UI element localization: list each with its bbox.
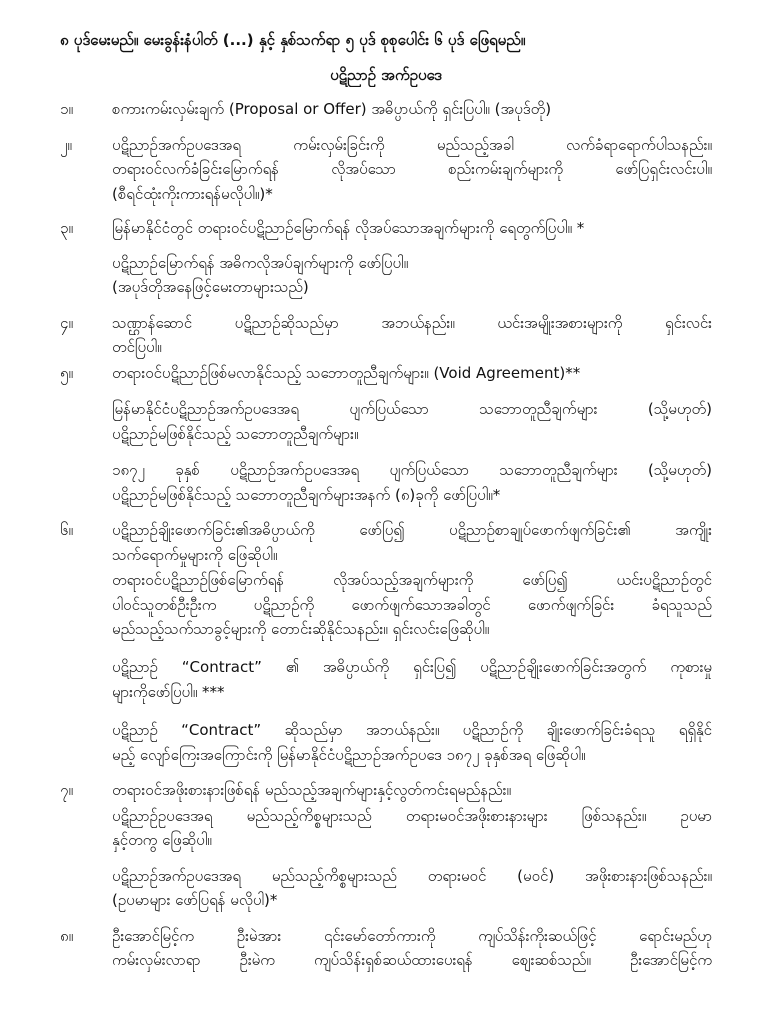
question-text-line: (ဥပမာများ ဖော်ပြရန် မလိုပါ)*	[112, 891, 278, 909]
question-item-8	[60, 924, 712, 973]
question-paragraph	[112, 251, 712, 300]
question-paragraph	[112, 133, 712, 207]
question-text-line: သဏ္ဌာန်ဆောင် ပဋိညာဉ်ဆိုသည်မှာ အဘယ်နည်း။ ယင်းအမျိုးအစားများကို ရှင်းလင်း	[112, 313, 712, 332]
question-paragraph	[112, 97, 712, 122]
question-body	[112, 361, 712, 508]
question-text-line: (စီရင်ထုံးကိုးကားရန်မလိုပါ။)*	[112, 184, 273, 203]
question-item-6	[60, 518, 712, 767]
question-body	[112, 133, 712, 207]
question-text-line: ပဋိညာဉ် “Contract” ဆိုသည်မှာ အဘယ်နည်း။ ပဋိညာဉ်ကို ချိုးဖောက်ခြင်းခံရသူ ရရှိနိုင်	[112, 721, 712, 739]
question-item-5	[60, 361, 712, 508]
question-paragraph	[112, 361, 712, 386]
question-text-line: (အပုဒ်တိုအနေဖြင့်မေးတာများသည်)	[112, 278, 309, 296]
question-body	[112, 778, 712, 913]
question-text-line: မြန်မာနိုင်ငံတွင် တရားဝင်ပဋိညာဉ်မြောက်ရန် လိုအပ်သောအချက်များကို ရေတွက်ပြပါ။ *	[112, 219, 585, 237]
question-text-line: ပဋိညာဉ်မြောက်ရန် အဓိကလိုအပ်ချက်များကို ဖော်ပြပါ။	[112, 253, 409, 272]
question-body	[112, 97, 712, 122]
question-number: ၈။	[60, 926, 74, 945]
question-number: ၃။	[60, 219, 73, 237]
question-paragraph	[112, 311, 712, 360]
question-text-line: သက်ရောက်မှုများကို ဖြေဆိုပါ။	[112, 545, 278, 564]
question-text-line: တင်ပြပါ။	[112, 338, 162, 356]
question-paragraph	[112, 718, 712, 767]
question-number: ၇။	[60, 781, 73, 799]
question-body	[112, 216, 712, 300]
question-text-line: တရားဝင်ပဋိညာဉ်ဖြစ်မလာနိုင်သည့် သဘောတူညီချက်များ။ (Void Agreement)**	[112, 363, 581, 382]
question-number: ၆။	[60, 521, 73, 539]
question-text-line: မြန်မာနိုင်ငံပဋိညာဉ်အက်ဥပဒေအရ ပျက်ပြယ်သော သဘောတူညီချက်များ (သို့မဟုတ်)	[112, 400, 712, 418]
question-text-line: ပဋိညာဉ်မဖြစ်နိုင်သည့် သဘောတူညီချက်များ။	[112, 424, 359, 443]
question-paragraph	[112, 568, 712, 642]
question-paragraph	[112, 864, 712, 913]
question-text-line: ပဋိညာဉ်အက်ဥပဒေအရ မည်သည့်ကိစ္စများသည် တရားမဝင် (မဝင်) အဖိုးစားနားဖြစ်သနည်း။	[112, 866, 712, 885]
exam-instruction: ၈ ပုဒ်မေးမည်။ မေးခွန်းနံပါတ် (...) နှင့် နှစ်သက်ရာ ၅ ပုဒ် စုစုပေါင်း ၆ ပုဒ် ဖြေရမည်။	[60, 31, 526, 49]
question-paragraph	[112, 655, 712, 704]
question-text-line: ပဋိညာဉ်ချိုးဖောက်ခြင်း၏အဓိပ္ပာယ်ကို ဖော်ပြ၍ ပဋိညာဉ်စာချုပ်ဖောက်ဖျက်ခြင်း၏ အကျိုး	[112, 521, 712, 539]
question-text-line: တရားဝင်ပဋိညာဉ်ဖြစ်မြောက်ရန် လိုအပ်သည့်အချက်များကို ဖော်ပြ၍ ယင်းပဋိညာဉ်တွင်	[112, 571, 712, 589]
question-item-1	[60, 97, 712, 122]
question-paragraph	[112, 804, 712, 853]
question-text-line: ပဋိညာဉ် “Contract” ၏ အဓိပ္ပာယ်ကို ရှင်းပြ၍ ပဋိညာဉ်ချိုးဖောက်ခြင်းအတွက် ကုစားမှု	[112, 658, 712, 676]
question-text-line: မည့် လျော်ကြေးအကြောင်းကို မြန်မာနိုင်ငံပဋိညာဉ်အက်ဥပဒေ ၁၈၇၂ ခုနှစ်အရ ဖြေဆိုပါ။	[112, 745, 586, 764]
question-number: ၁။	[60, 100, 73, 118]
question-item-2	[60, 133, 712, 207]
question-text-line: တရားဝင်အဖိုးစားနားဖြစ်ရန် မည်သည့်အချက်များနှင့်လွတ်ကင်းရမည်နည်း။	[112, 781, 512, 799]
question-text-line: ၁၈၇၂ ခုနှစ် ပဋိညာဉ်အက်ဥပဒေအရ ပျက်ပြယ်သော သဘောတူညီချက်များ (သို့မဟုတ်)	[112, 461, 712, 479]
question-text-line: နှင့်တကွ ဖြေဆိုပါ။	[112, 831, 212, 849]
question-number: ၄။	[60, 313, 73, 332]
question-text-line: ပါဝင်သူတစ်ဦးဦးက ပဋိညာဉ်ကို ဖောက်ဖျက်သောအခါတွင် ဖောက်ဖျက်ခြင်း ခံရသူသည်	[112, 595, 712, 614]
question-number: ၂။	[60, 135, 72, 154]
question-text-line: ပဋိညာဉ်မဖြစ်နိုင်သည့် သဘောတူညီချက်များအနက် (၈)ခုကို ဖော်ပြပါ။*	[112, 485, 501, 504]
question-body	[112, 518, 712, 767]
section-title: ပဋိညာဉ် အက်ဥပဒေ	[330, 65, 442, 84]
question-text-line: ပဋိညာဉ်ဥပဒေအရ မည်သည့်ကိစ္စများသည် တရားမဝင်အဖိုးစားနားများ ဖြစ်သနည်း။ ဥပမာ	[112, 806, 712, 825]
question-item-3	[60, 216, 712, 300]
question-text-line: မည်သည့်သက်သာခွင့်များကို တောင်းဆိုနိုင်သနည်း။ ရှင်းလင်းဖြေဆိုပါ။	[112, 620, 490, 638]
question-text-line: ပဋိညာဉ်အက်ဥပဒေအရ ကမ်းလှမ်းခြင်းကို မည်သည့်အခါ လက်ခံရာရောက်ပါသနည်း။	[112, 135, 712, 154]
question-item-7	[60, 778, 712, 913]
question-number: ၅။	[60, 363, 73, 382]
question-text-line: ကမ်းလှမ်းလာရာ ဦးမဲက ကျပ်သိန်းရှစ်ဆယ်ထားပေးရန် စျေးဆစ်သည်။ ဦးအောင်မြင့်က	[112, 951, 712, 969]
question-text-line: စကားကမ်းလှမ်းချက် (Proposal or Offer) အဓိပ္ပာယ်ကို ရှင်းပြပါ။ (အပုဒ်တို)	[112, 100, 552, 118]
question-text-line: များကိုဖော်ပြပါ။ ***	[112, 682, 225, 701]
question-text-line: တရားဝင်လက်ခံခြင်းမြောက်ရန် လိုအပ်သော စည်းကမ်းချက်များကို ဖော်ပြရှင်းလင်းပါ။	[112, 160, 712, 178]
question-item-4	[60, 311, 712, 360]
question-text-line: ဦးအောင်မြင့်က ဦးမဲအား ၎င်းမော်တော်ကားကို ကျပ်သိန်းကိုးဆယ်ဖြင့် ရောင်းမည်ဟု	[112, 926, 712, 945]
question-paragraph	[112, 397, 712, 446]
question-paragraph	[112, 518, 712, 567]
question-paragraph	[112, 778, 712, 803]
question-paragraph	[112, 458, 712, 507]
question-paragraph	[112, 216, 712, 241]
question-body	[112, 924, 712, 973]
question-paragraph	[112, 924, 712, 973]
question-body	[112, 311, 712, 360]
